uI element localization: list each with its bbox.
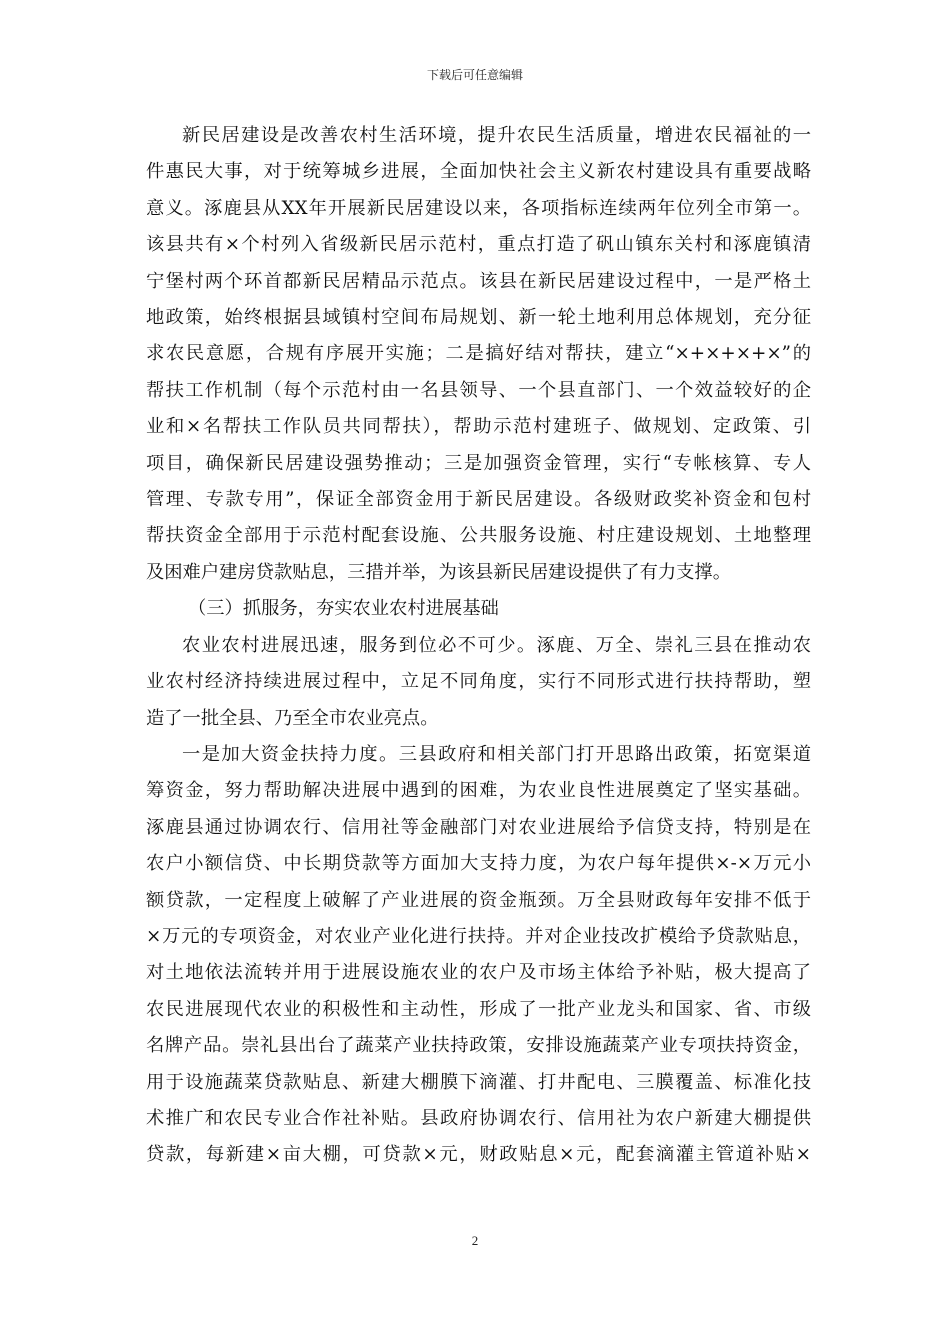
text-line: 农民进展现代农业的积极性和主动性，形成了一批产业龙头和国家、省、市级 <box>146 998 811 1020</box>
paragraph <box>146 737 811 1174</box>
page-header: 下载后可任意编辑 <box>426 68 523 82</box>
text-line: 术推广和农民专业合作社补贴。县政府协调农行、信用社为农户新建大棚提供 <box>146 1107 811 1129</box>
text-line: 业和×名帮扶工作队员共同帮扶），帮助示范村建班子、做规划、定政策、引 <box>146 416 811 438</box>
text-line: 名牌产品。崇礼县出台了蔬菜产业扶持政策，安排设施蔬菜产业专项扶持资金， <box>146 1035 811 1057</box>
paragraph <box>146 628 811 737</box>
paragraph <box>146 118 811 591</box>
text-line: 用于设施蔬菜贷款贴息、新建大棚膜下滴灌、打井配电、三膜覆盖、标准化技 <box>146 1071 811 1093</box>
text-line: ×万元的专项资金，对农业产业化进行扶持。并对企业技改扩模给予贷款贴息， <box>146 925 811 947</box>
text-line: 宁堡村两个环首都新民居精品示范点。该县在新民居建设过程中，一是严格土 <box>146 270 811 292</box>
text-line: 额贷款，一定程度上破解了产业进展的资金瓶颈。万全县财政每年安排不低于 <box>146 889 811 911</box>
text-line: 求农民意愿，合规有序展开实施；二是搞好结对帮扶，建立“×+×+×+×”的 <box>146 343 811 365</box>
page-number: 2 <box>471 1233 479 1248</box>
text-line: 意义。涿鹿县从XX年开展新民居建设以来，各项指标连续两年位列全市第一。 <box>146 197 811 219</box>
text-line: 一是加大资金扶持力度。三县政府和相关部门打开思路出政策，拓宽渠道 <box>182 743 811 765</box>
text-line: 农业农村进展迅速，服务到位必不可少。涿鹿、万全、崇礼三县在推动农 <box>182 634 811 656</box>
text-line: 筹资金，努力帮助解决进展中遇到的困难，为农业良性进展奠定了坚实基础。 <box>146 780 811 802</box>
body-text <box>146 118 811 1174</box>
text-line: 及困难户建房贷款贴息，三措并举，为该县新民居建设提供了有力支撑。 <box>146 561 731 583</box>
text-line: 该县共有×个村列入省级新民居示范村，重点打造了矾山镇东关村和涿鹿镇清 <box>146 234 811 256</box>
text-line: 件惠民大事，对于统筹城乡进展，全面加快社会主义新农村建设具有重要战略 <box>146 161 811 183</box>
text-line: 帮扶资金全部用于示范村配套设施、公共服务设施、村庄建设规划、土地整理 <box>146 525 811 547</box>
text-line: 业农村经济持续进展过程中，立足不同角度，实行不同形式进行扶持帮助，塑 <box>146 671 811 693</box>
text-line: 造了一批全县、乃至全市农业亮点。 <box>146 707 439 729</box>
text-line: 地政策，始终根据县域镇村空间布局规划、新一轮土地利用总体规划，充分征 <box>146 307 811 329</box>
text-line: 农户小额信贷、中长期贷款等方面加大支持力度，为农户每年提供×-×万元小 <box>146 853 811 875</box>
text-line: 贷款，每新建×亩大棚，可贷款×元，财政贴息×元，配套滴灌主管道补贴× <box>146 1144 811 1166</box>
section-heading <box>146 591 811 627</box>
text-line: 项目，确保新民居建设强势推动；三是加强资金管理，实行“专帐核算、专人 <box>146 452 811 474</box>
text-line: 管理、专款专用”，保证全部资金用于新民居建设。各级财政奖补资金和包村 <box>146 489 811 511</box>
text-line: 对土地依法流转并用于进展设施农业的农户及市场主体给予补贴，极大提高了 <box>146 962 811 984</box>
text-line: 新民居建设是改善农村生活环境，提升农民生活质量，增进农民福祉的一 <box>182 125 811 146</box>
text-line: 涿鹿县通过协调农行、信用社等金融部门对农业进展给予信贷支持，特别是在 <box>146 816 811 838</box>
text-line: 帮扶工作机制（每个示范村由一名县领导、一个县直部门、一个效益较好的企 <box>146 379 811 401</box>
text-line: （三）抓服务，夯实农业农村进展基础 <box>188 598 499 620</box>
